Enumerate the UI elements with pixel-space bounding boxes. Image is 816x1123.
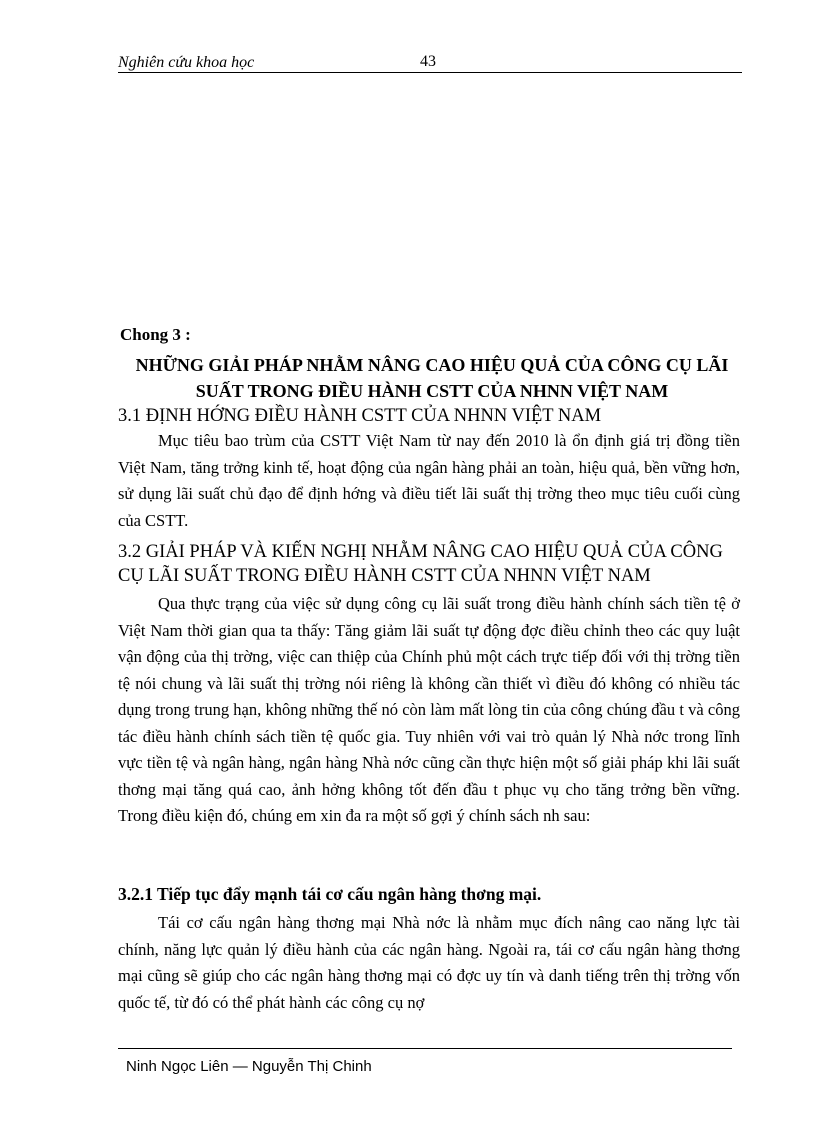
header-title: Nghiên cứu khoa học [118, 54, 255, 71]
section-3-1-paragraph: Mục tiêu bao trùm của CSTT Việt Nam từ nay đến 2010 là ổn định giá trị đồng tiền Việt Nam, tăng trởng kinh tế, hoạt động của ngân hàng phải an toàn, hiệu quả, bền vững hơn, sử dụng lãi suất chủ đạo để định hớng và điều tiết lãi suất thị trờng theo mục tiêu cuối cùng của CSTT. [118, 431, 740, 530]
section-3-1-heading: 3.1 ĐỊNH HỚNG ĐIỀU HÀNH CSTT CỦA NHNN VIỆT NAM [118, 406, 602, 426]
page-number: 43 [420, 53, 436, 70]
footer-divider [118, 1048, 732, 1049]
footer-authors: Ninh Ngọc Liên — Nguyễn Thị Chinh [126, 1058, 372, 1075]
chapter-title-line-1: NHỮNG GIẢI PHÁP NHẰM NÂNG CAO HIỆU QUẢ CỦA CÔNG CỤ LÃI [135, 355, 729, 375]
section-3-2-heading: 3.2 GIẢI PHÁP VÀ KIẾN NGHỊ NHẰM NÂNG CAO HIỆU QUẢ CỦA CÔNG CỤ LÃI SUẤT TRONG ĐIỀU HÀNH CSTT CỦA NHNN VIỆT NAM [118, 542, 723, 586]
page-header [118, 52, 742, 73]
chapter-title [112, 352, 752, 404]
section-3-2-paragraph: Qua thực trạng của việc sử dụng công cụ lãi suất trong điều hành chính sách tiền tệ ở Việt Nam thời gian qua ta thấy: Tăng giảm lãi suất tự động đợc điều chỉnh theo các quy luật vận động của thị trờng, việc can thiệp của Chính phủ một cách trực tiếp đối với thị trờng tiền tệ nói chung và lãi suất thị trờng nói riêng là không cần thiết vì điều đó không có nhiều tác dụng trong trung hạn, không những thế nó còn làm mất lòng tin của công chúng đầu t và công tác điều hành chính sách tiền tệ quốc gia. Tuy nhiên với vai trò quản lý Nhà nớc trong lĩnh vực tiền tệ và ngân hàng, ngân hàng Nhà nớc cũng cần thực hiện một số giải pháp khi lãi suất thơng mại tăng quá cao, ảnh hởng không tốt đến đầu t phục vụ cho tăng trởng bền vững. Trong điều kiện đó, chúng em xin đa ra một số gợi ý chính sách nh sau: [118, 594, 740, 825]
subsection-3-2-1-paragraph: Tái cơ cấu ngân hàng thơng mại Nhà nớc là nhằm mục đích nâng cao năng lực tài chính, năng lực quản lý điều hành của các ngân hàng. Ngoài ra, tái cơ cấu ngân hàng thơng mại cũng sẽ giúp cho các ngân hàng thơng mại có đợc uy tín và danh tiếng trên thị trờng vốn quốc tế, từ đó có thể phát hành các công cụ nợ [118, 913, 740, 1012]
subsection-3-2-1-heading: 3.2.1 Tiếp tục đẩy mạnh tái cơ cấu ngân hàng thơng mại. [118, 884, 542, 904]
chapter-label: Chong 3 : [120, 325, 191, 344]
chapter-title-line-2: SUẤT TRONG ĐIỀU HÀNH CSTT CỦA NHNN VIỆT NAM [195, 381, 669, 401]
